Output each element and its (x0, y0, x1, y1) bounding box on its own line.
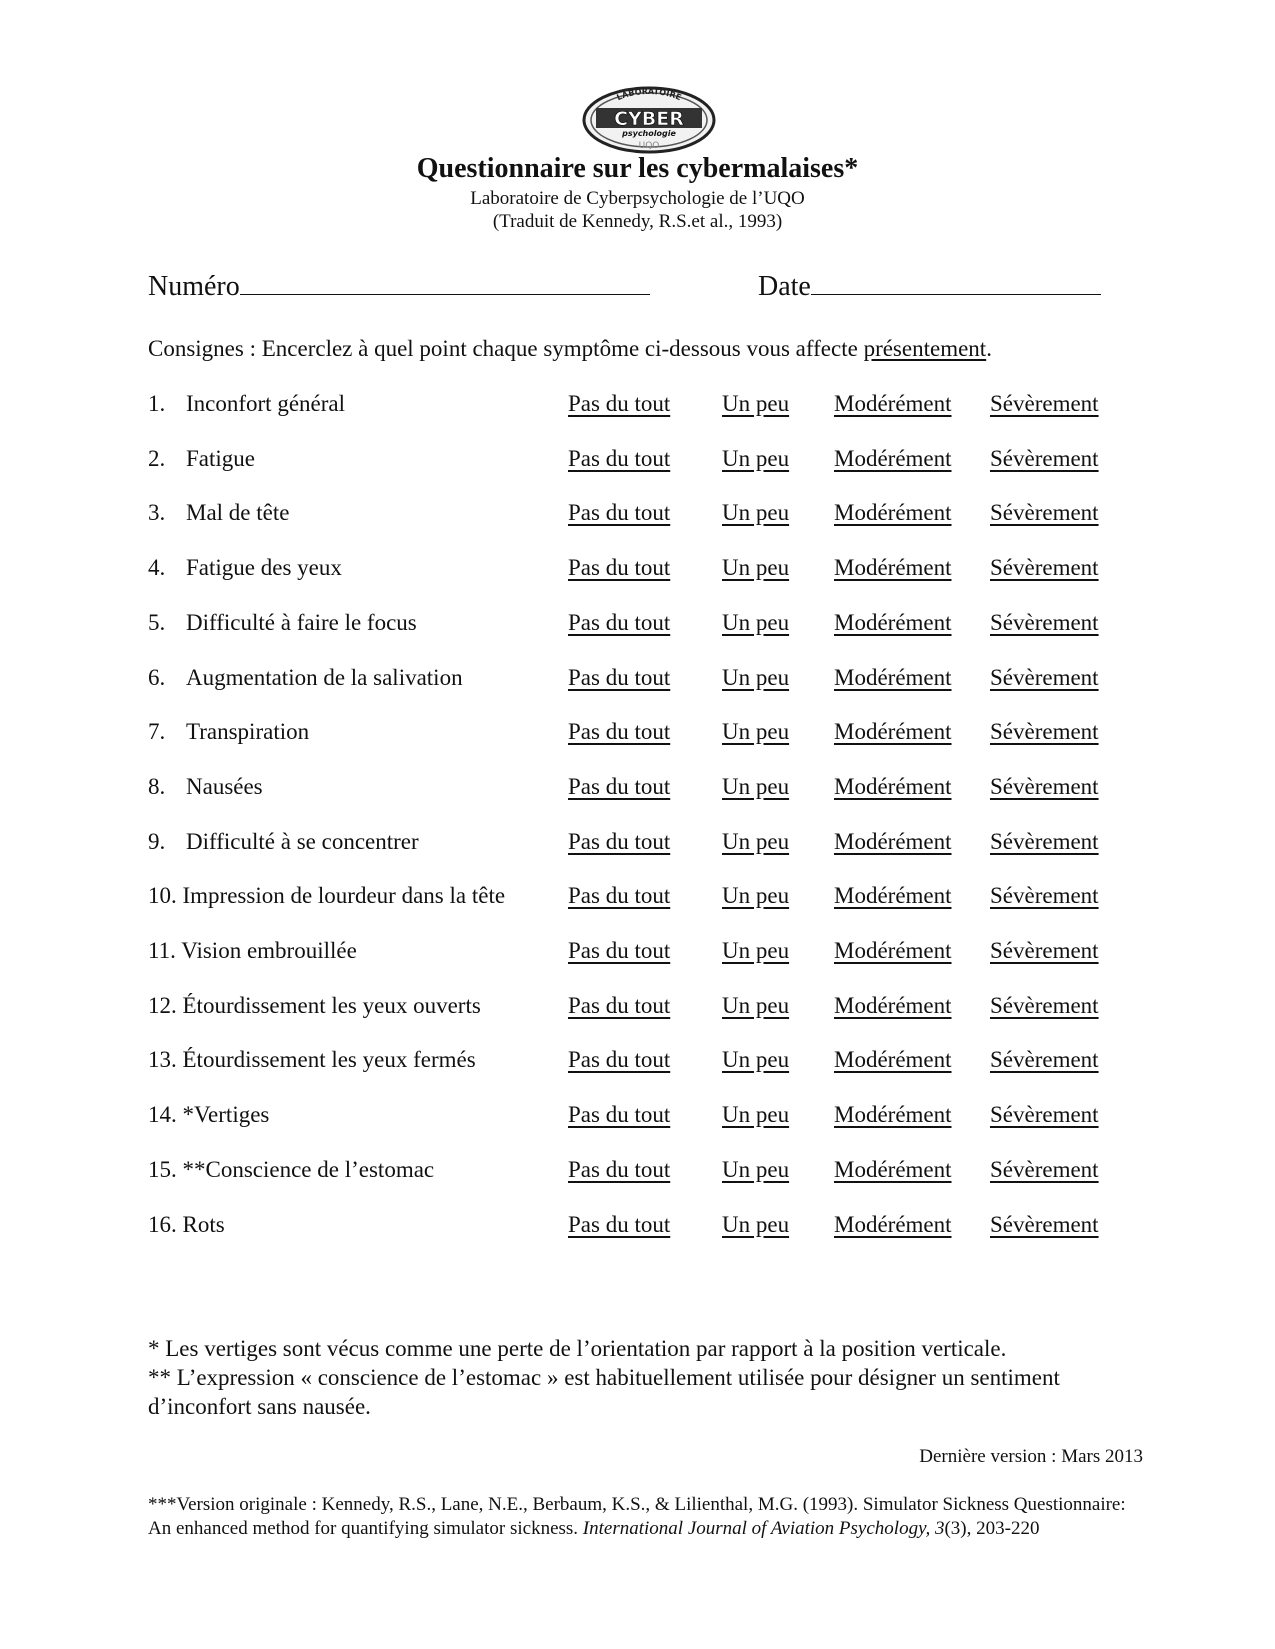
option-severement[interactable]: Sévèrement (990, 828, 1099, 854)
symptom-label: Fatigue des yeux (186, 555, 342, 581)
symptom-label: 16. Rots (148, 1211, 225, 1237)
option-un-peu[interactable]: Un peu (722, 883, 790, 909)
symptom-row (0, 771, 1275, 803)
option-moderement[interactable]: Modérément (834, 1211, 952, 1237)
option-pas-du-tout[interactable]: Pas du tout (568, 1047, 671, 1073)
logo-arc-top: LABORATOIRE (615, 86, 683, 103)
footnote-vertiges: * Les vertiges sont vécus comme une perte de l’orientation par rapport à la position verticale. (148, 1336, 1007, 1361)
symptom-label: Augmentation de la salivation (186, 664, 463, 690)
option-severement[interactable]: Sévèrement (990, 445, 1099, 471)
option-pas-du-tout[interactable]: Pas du tout (568, 664, 671, 690)
numero-field[interactable] (148, 268, 650, 304)
option-moderement[interactable]: Modérément (834, 883, 952, 909)
option-un-peu[interactable]: Un peu (722, 1211, 790, 1237)
symptom-row (0, 662, 1275, 694)
symptom-number: 2. (148, 445, 166, 471)
symptom-number: 9. (148, 828, 166, 854)
option-severement[interactable]: Sévèrement (990, 555, 1099, 581)
option-pas-du-tout[interactable]: Pas du tout (568, 1211, 671, 1237)
numero-label: Numéro (148, 271, 240, 302)
option-un-peu[interactable]: Un peu (722, 992, 790, 1018)
page-title: Questionnaire sur les cybermalaises* (416, 153, 859, 184)
page-subtitle-lab: Laboratoire de Cyberpsychologie de l’UQO (470, 188, 805, 209)
symptom-number: 5. (148, 609, 166, 635)
option-moderement[interactable]: Modérément (834, 500, 952, 526)
option-moderement[interactable]: Modérément (834, 664, 952, 690)
symptom-row (0, 497, 1275, 529)
symptom-label: Difficulté à se concentrer (186, 828, 419, 854)
option-severement[interactable]: Sévèrement (990, 883, 1099, 909)
option-un-peu[interactable]: Un peu (722, 719, 790, 745)
option-un-peu[interactable]: Un peu (722, 555, 790, 581)
reference-part1: ***Version originale : Kennedy, R.S., Lane, N.E., Berbaum, K.S., & Lilienthal, M.G. (1993). Simulator Sickness Questionnaire: An enhanced method for quantifying simulator sickness. (148, 1494, 1126, 1539)
option-un-peu[interactable]: Un peu (722, 828, 790, 854)
date-label: Date (758, 271, 811, 302)
option-pas-du-tout[interactable]: Pas du tout (568, 773, 671, 799)
symptom-label: Fatigue (186, 445, 255, 471)
option-un-peu[interactable]: Un peu (722, 500, 790, 526)
option-severement[interactable]: Sévèrement (990, 1047, 1099, 1073)
numero-input-line[interactable] (240, 268, 650, 295)
option-pas-du-tout[interactable]: Pas du tout (568, 828, 671, 854)
option-moderement[interactable]: Modérément (834, 1047, 952, 1073)
footnote-estomac: ** L’expression « conscience de l’estomac » est habituellement utilisée pour désigner un sentiment d’inconfort sans nausée. (148, 1365, 1060, 1419)
option-severement[interactable]: Sévèrement (990, 992, 1099, 1018)
option-severement[interactable]: Sévèrement (990, 1102, 1099, 1128)
symptom-number: 8. (148, 773, 166, 799)
symptom-label: 15. **Conscience de l’estomac (148, 1156, 435, 1182)
option-pas-du-tout[interactable]: Pas du tout (568, 500, 671, 526)
option-moderement[interactable]: Modérément (834, 773, 952, 799)
symptom-row (0, 935, 1275, 967)
option-un-peu[interactable]: Un peu (722, 609, 790, 635)
option-moderement[interactable]: Modérément (834, 445, 952, 471)
symptom-row (0, 990, 1275, 1022)
option-un-peu[interactable]: Un peu (722, 938, 790, 963)
symptom-row (0, 607, 1275, 639)
symptom-row (0, 716, 1275, 748)
date-input-line[interactable] (811, 268, 1101, 295)
option-un-peu[interactable]: Un peu (722, 1156, 790, 1182)
symptom-number: 7. (148, 719, 166, 745)
symptom-row (0, 388, 1275, 420)
option-severement[interactable]: Sévèrement (990, 391, 1099, 416)
option-un-peu[interactable]: Un peu (722, 773, 790, 799)
option-moderement[interactable]: Modérément (834, 828, 952, 854)
option-severement[interactable]: Sévèrement (990, 773, 1099, 799)
symptom-label: 12. Étourdissement les yeux ouverts (148, 992, 481, 1018)
option-severement[interactable]: Sévèrement (990, 664, 1099, 690)
symptom-row (0, 443, 1275, 475)
option-severement[interactable]: Sévèrement (990, 938, 1099, 963)
option-pas-du-tout[interactable]: Pas du tout (568, 719, 671, 745)
option-un-peu[interactable]: Un peu (722, 445, 790, 471)
option-moderement[interactable]: Modérément (834, 938, 952, 963)
page-subtitle-source: (Traduit de Kennedy, R.S.et al., 1993) (492, 211, 783, 232)
symptom-label: Difficulté à faire le focus (186, 609, 417, 635)
symptom-row (0, 826, 1275, 858)
symptom-row (0, 552, 1275, 584)
option-pas-du-tout[interactable]: Pas du tout (568, 445, 671, 471)
option-pas-du-tout[interactable]: Pas du tout (568, 555, 671, 581)
instructions-text: Consignes : Encerclez à quel point chaque symptôme ci-dessous vous affecte (148, 336, 864, 361)
symptom-label: Nausées (186, 773, 263, 799)
instructions (148, 334, 992, 364)
symptom-label: Inconfort général (186, 391, 346, 416)
logo-arc-bottom: UQO (638, 141, 660, 151)
reference-journal: International Journal of Aviation Psychology, 3 (582, 1518, 945, 1539)
option-un-peu[interactable]: Un peu (722, 1102, 790, 1128)
option-pas-du-tout[interactable]: Pas du tout (568, 992, 671, 1018)
option-moderement[interactable]: Modérément (834, 555, 952, 581)
logo-word-cyber: CYBER (614, 108, 684, 130)
option-pas-du-tout[interactable]: Pas du tout (568, 1102, 671, 1128)
instructions-end: . (986, 336, 992, 361)
option-moderement[interactable]: Modérément (834, 1156, 952, 1182)
version-date: Dernière version : Mars 2013 (919, 1446, 1143, 1467)
option-un-peu[interactable]: Un peu (722, 391, 790, 416)
option-moderement[interactable]: Modérément (834, 719, 952, 745)
date-field[interactable] (758, 268, 1101, 304)
option-un-peu[interactable]: Un peu (722, 664, 790, 690)
symptom-label: Transpiration (186, 719, 310, 745)
symptom-row (0, 1044, 1275, 1076)
symptom-row (0, 1099, 1275, 1131)
option-moderement[interactable]: Modérément (834, 609, 952, 635)
option-moderement[interactable]: Modérément (834, 1102, 952, 1128)
symptom-row (0, 880, 1275, 912)
instructions-emphasis: présentement (863, 336, 987, 361)
option-pas-du-tout[interactable]: Pas du tout (568, 391, 671, 416)
cyberpsychologie-logo (582, 86, 716, 154)
option-un-peu[interactable]: Un peu (722, 1047, 790, 1073)
symptom-label: 10. Impression de lourdeur dans la tête (148, 883, 506, 909)
symptom-row (0, 1154, 1275, 1186)
symptom-number: 4. (148, 555, 166, 581)
option-pas-du-tout[interactable]: Pas du tout (568, 938, 671, 963)
option-moderement[interactable]: Modérément (834, 992, 952, 1018)
reference-citation (148, 1493, 1148, 1541)
option-moderement[interactable]: Modérément (834, 391, 952, 416)
option-severement[interactable]: Sévèrement (990, 719, 1099, 745)
option-severement[interactable]: Sévèrement (990, 1211, 1099, 1237)
option-severement[interactable]: Sévèrement (990, 609, 1099, 635)
option-severement[interactable]: Sévèrement (990, 500, 1099, 526)
symptom-number: 6. (148, 664, 166, 690)
option-pas-du-tout[interactable]: Pas du tout (568, 609, 671, 635)
option-pas-du-tout[interactable]: Pas du tout (568, 883, 671, 909)
option-pas-du-tout[interactable]: Pas du tout (568, 1156, 671, 1182)
symptom-label: 13. Étourdissement les yeux fermés (148, 1047, 476, 1073)
option-severement[interactable]: Sévèrement (990, 1156, 1099, 1182)
symptom-label: 14. *Vertiges (148, 1102, 270, 1128)
symptom-number: 3. (148, 500, 166, 526)
logo-word-psychologie: psychologie (622, 129, 676, 138)
symptom-label: Mal de tête (186, 500, 290, 526)
symptom-label: 11. Vision embrouillée (148, 938, 357, 963)
reference-part2: (3), 203-220 (944, 1518, 1040, 1539)
symptom-row (0, 1209, 1275, 1241)
symptom-number: 1. (148, 391, 166, 416)
